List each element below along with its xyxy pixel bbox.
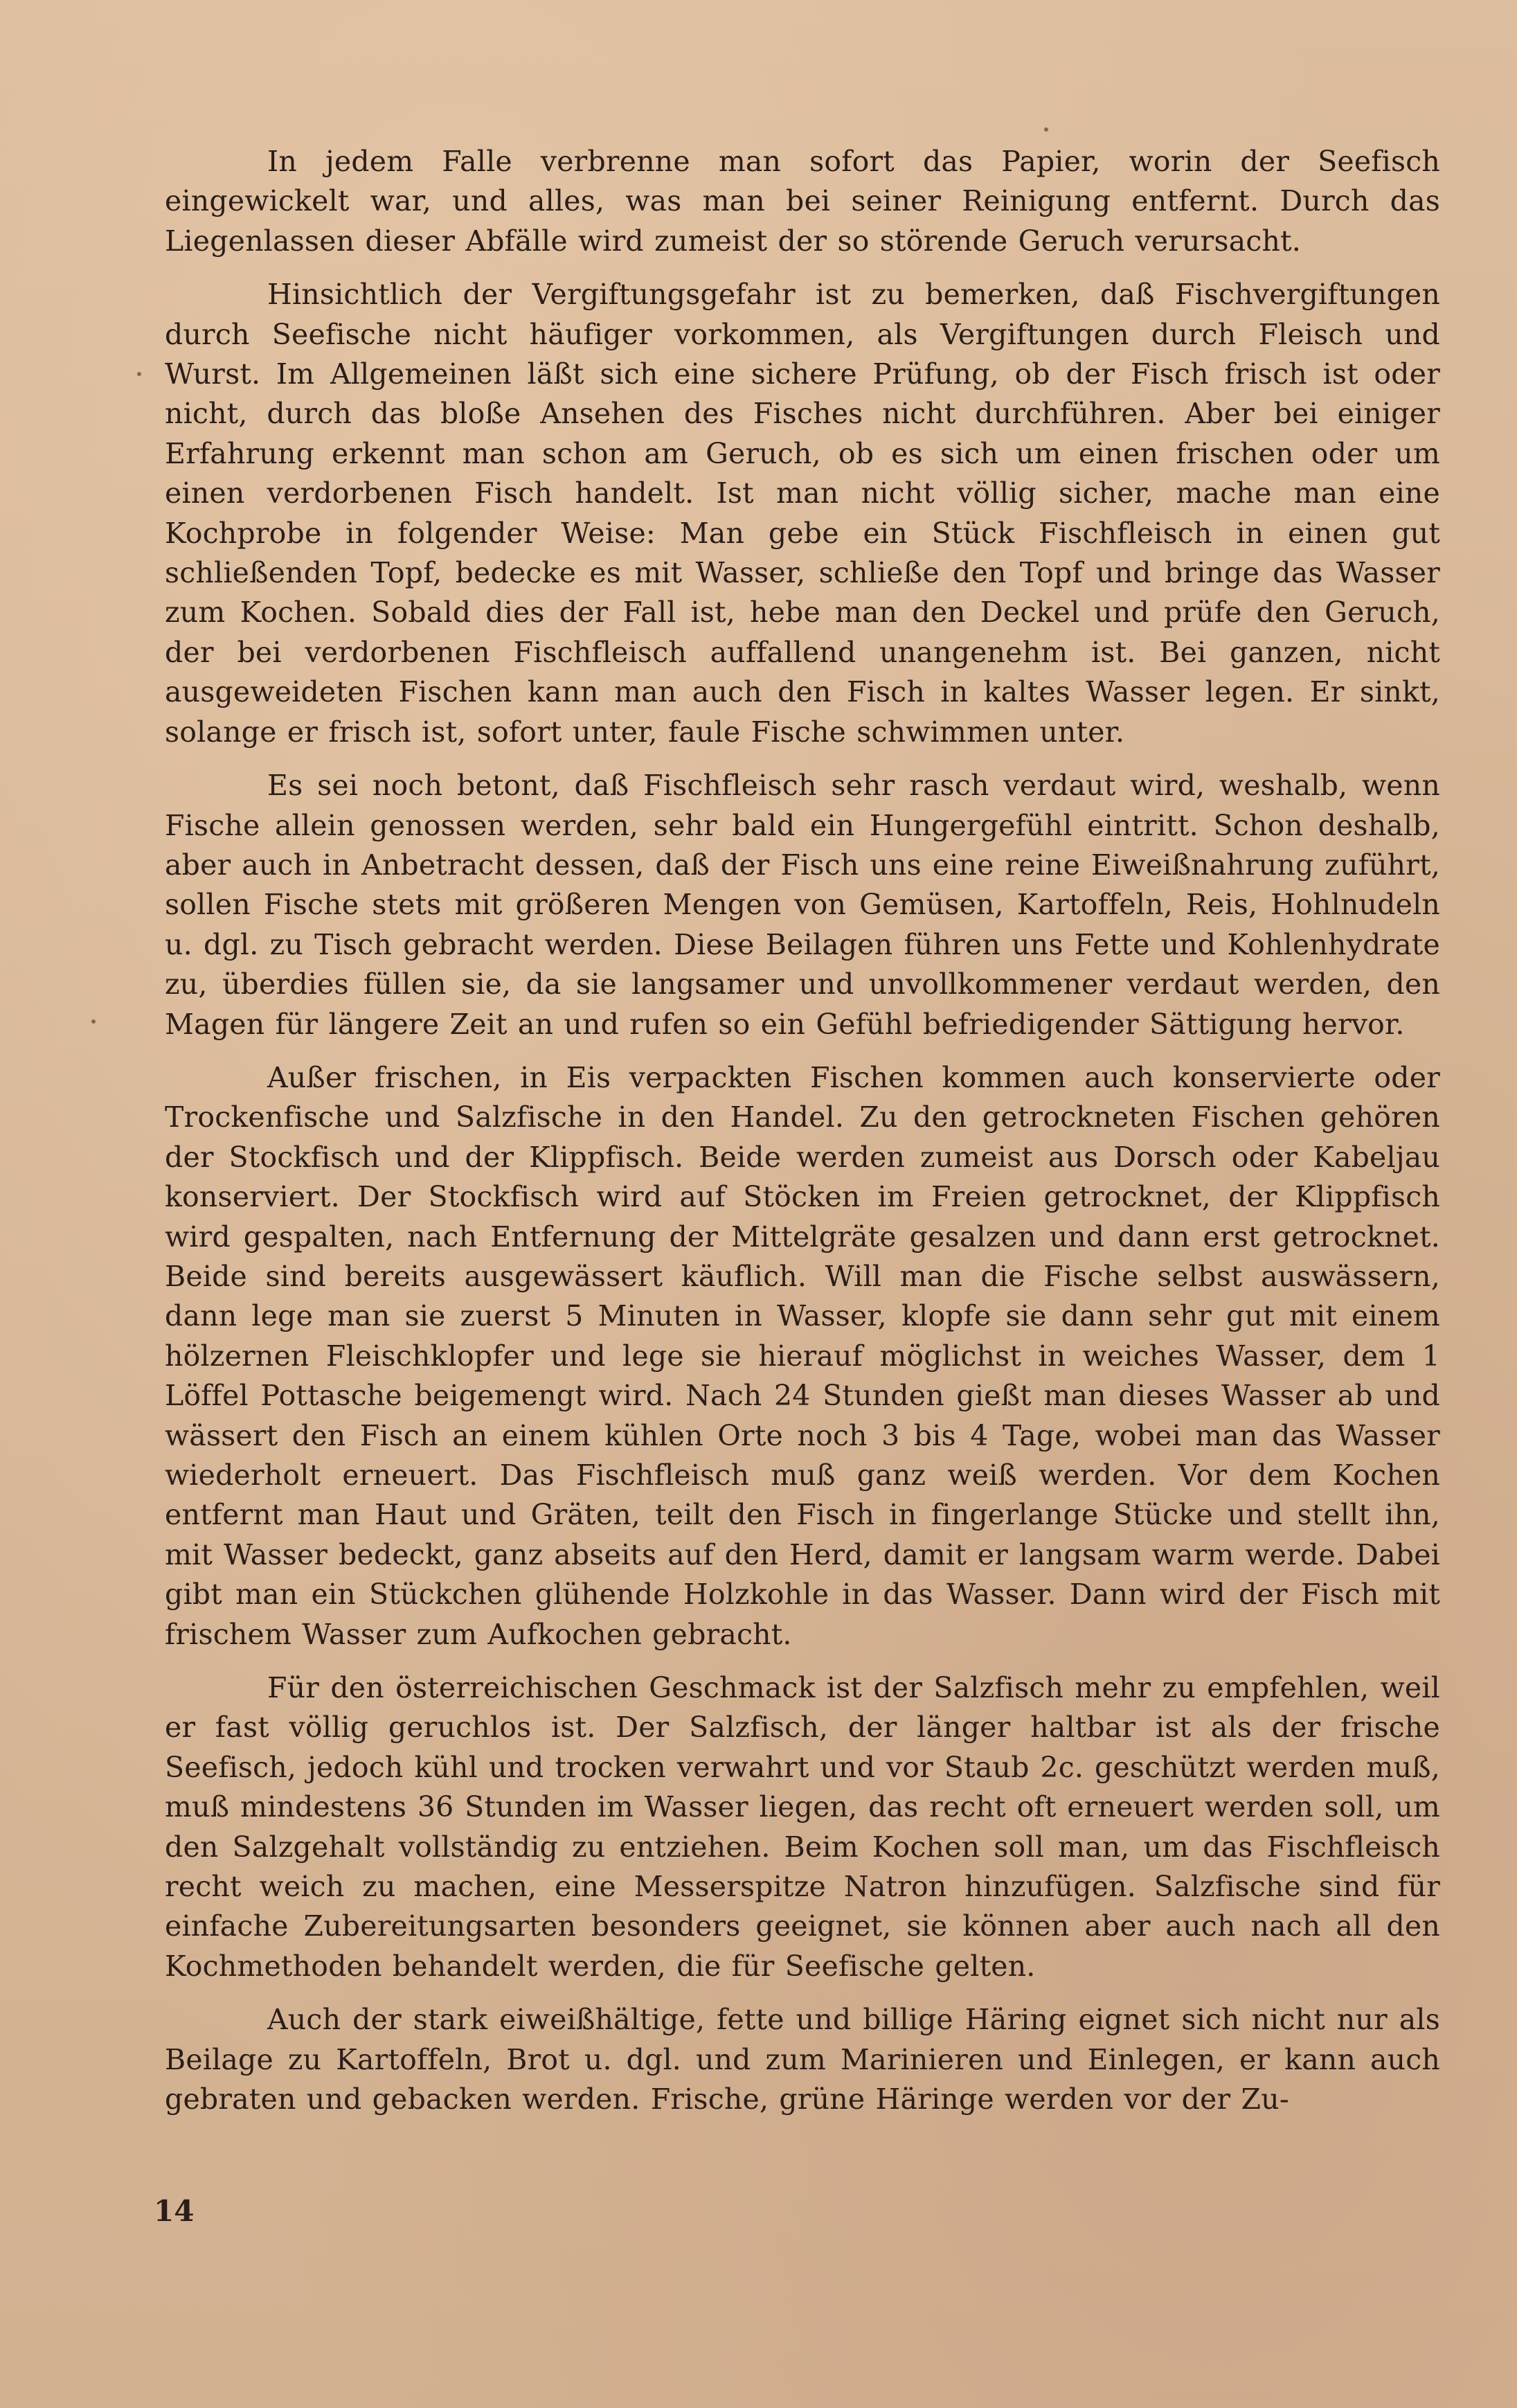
paragraph-3: Es sei noch betont, daß Fischfleisch sehr rasch verdaut wird, weshalb, wenn Fische allein genossen werden, sehr bald ein Hungergefühl eintritt. Schon deshalb, aber auch in Anbetracht dessen, daß der Fisch uns eine reine Eiweißnahrung zuführt, sollen Fische stets mit größeren Mengen von Gemüsen, Kartoffeln, Reis, Hohlnudeln u. dgl. zu Tisch gebracht werden. Diese Beilagen führen uns Fette und Kohlenhydrate zu, überdies füllen sie, da sie langsamer und unvollkommener verdaut werden, den Magen für längere Zeit an und rufen so ein Gefühl befriedigender Sättigung hervor. (165, 769, 1440, 1041)
paper-speck (91, 1019, 96, 1024)
paper-speck (1044, 127, 1048, 132)
paragraph-1: In jedem Falle verbrenne man sofort das Papier, worin der Seefisch eingewickelt war, und alles, was man bei seiner Reinigung entfernt. Durch das Liegenlassen dieser Abfälle wird zumeist der so störende Geruch verursacht. (165, 145, 1440, 258)
paragraph-4: Außer frischen, in Eis verpackten Fischen kommen auch konservierte oder Trockenfische und Salzfische in den Handel. Zu den getrockneten Fischen gehören der Stockfisch und der Klippfisch. Beide werden zumeist aus Dorsch oder Kabeljau konserviert. Der Stockfisch wird auf Stöcken im Freien getrocknet, der Klippfisch wird gespalten, nach Entfernung der Mittelgräte gesalzen und dann erst getrocknet. Beide sind bereits ausgewässert käuflich. Will man die Fische selbst auswässern, dann lege man sie zuerst 5 Minuten in Wasser, klopfe sie dann sehr gut mit einem hölzernen Fleischklopfer und lege sie hierauf möglichst in weiches Wasser, dem 1 Löffel Pottasche beigemengt wird. Nach 24 Stunden gießt man dieses Wasser ab und wässert den Fisch an einem kühlen Orte noch 3 bis 4 Tage, wobei man das Wasser wiederholt erneuert. Das Fischfleisch muß ganz weiß werden. Vor dem Kochen entfernt man Haut und Gräten, teilt den Fisch in fingerlange Stücke und stellt ihn, mit Wasser bedeckt, ganz abseits auf den Herd, damit er langsam warm werde. Dabei gibt man ein Stückchen glühende Holzkohle in das Wasser. Dann wird der Fisch mit frischem Wasser zum Aufkochen gebracht. (165, 1060, 1440, 1651)
paragraph-5: Für den österreichischen Geschmack ist der Salzfisch mehr zu empfehlen, weil er fast völlig geruchlos ist. Der Salzfisch, der länger haltbar ist als der frische Seefisch, jedoch kühl und trocken verwahrt und vor Staub 2c. geschützt werden muß, muß mindestens 36 Stunden im Wasser liegen, das recht oft erneuert werden soll, um den Salzgehalt vollständig zu entziehen. Beim Kochen soll man, um das Fischfleisch recht weich zu machen, eine Messerspitze Natron hinzufügen. Salzfische sind für einfache Zubereitungsarten besonders geeignet, sie können aber auch nach all den Kochmethoden behandelt werden, die für Seefische gelten. (165, 1671, 1440, 1983)
paragraph-2: Hinsichtlich der Vergiftungsgefahr ist zu bemerken, daß Fischvergiftungen durch Seefische nicht häufiger vorkommen, als Vergiftungen durch Fleisch und Wurst. Im Allgemeinen läßt sich eine sichere Prüfung, ob der Fisch frisch ist oder nicht, durch das bloße Ansehen des Fisches nicht durchführen. Aber bei einiger Erfahrung erkennt man schon am Geruch, ob es sich um einen frischen oder um einen verdorbenen Fisch handelt. Ist man nicht völlig sicher, mache man eine Kochprobe in folgender Weise: Man gebe ein Stück Fischfleisch in einen gut schließenden Topf, bedecke es mit Wasser, schließe den Topf und bringe das Wasser zum Kochen. Sobald dies der Fall ist, hebe man den Deckel und prüfe den Geruch, der bei verdorbenen Fischfleisch auffallend unangenehm ist. Bei ganzen, nicht ausgeweideten Fischen kann man auch den Fisch in kaltes Wasser legen. Er sinkt, solange er frisch ist, sofort unter, faule Fische schwimmen unter. (165, 278, 1440, 749)
paragraph-6: Auch der stark eiweißhältige, fette und billige Häring eignet sich nicht nur als Beilage zu Kartoffeln, Brot u. dgl. und zum Marinieren und Einlegen, er kann auch gebraten und gebacken werden. Frische, grüne Häringe werden vor der Zu- (165, 2003, 1440, 2116)
paper-speck (137, 372, 141, 376)
body-text (165, 142, 1440, 2132)
page-number: 14 (154, 2194, 195, 2228)
